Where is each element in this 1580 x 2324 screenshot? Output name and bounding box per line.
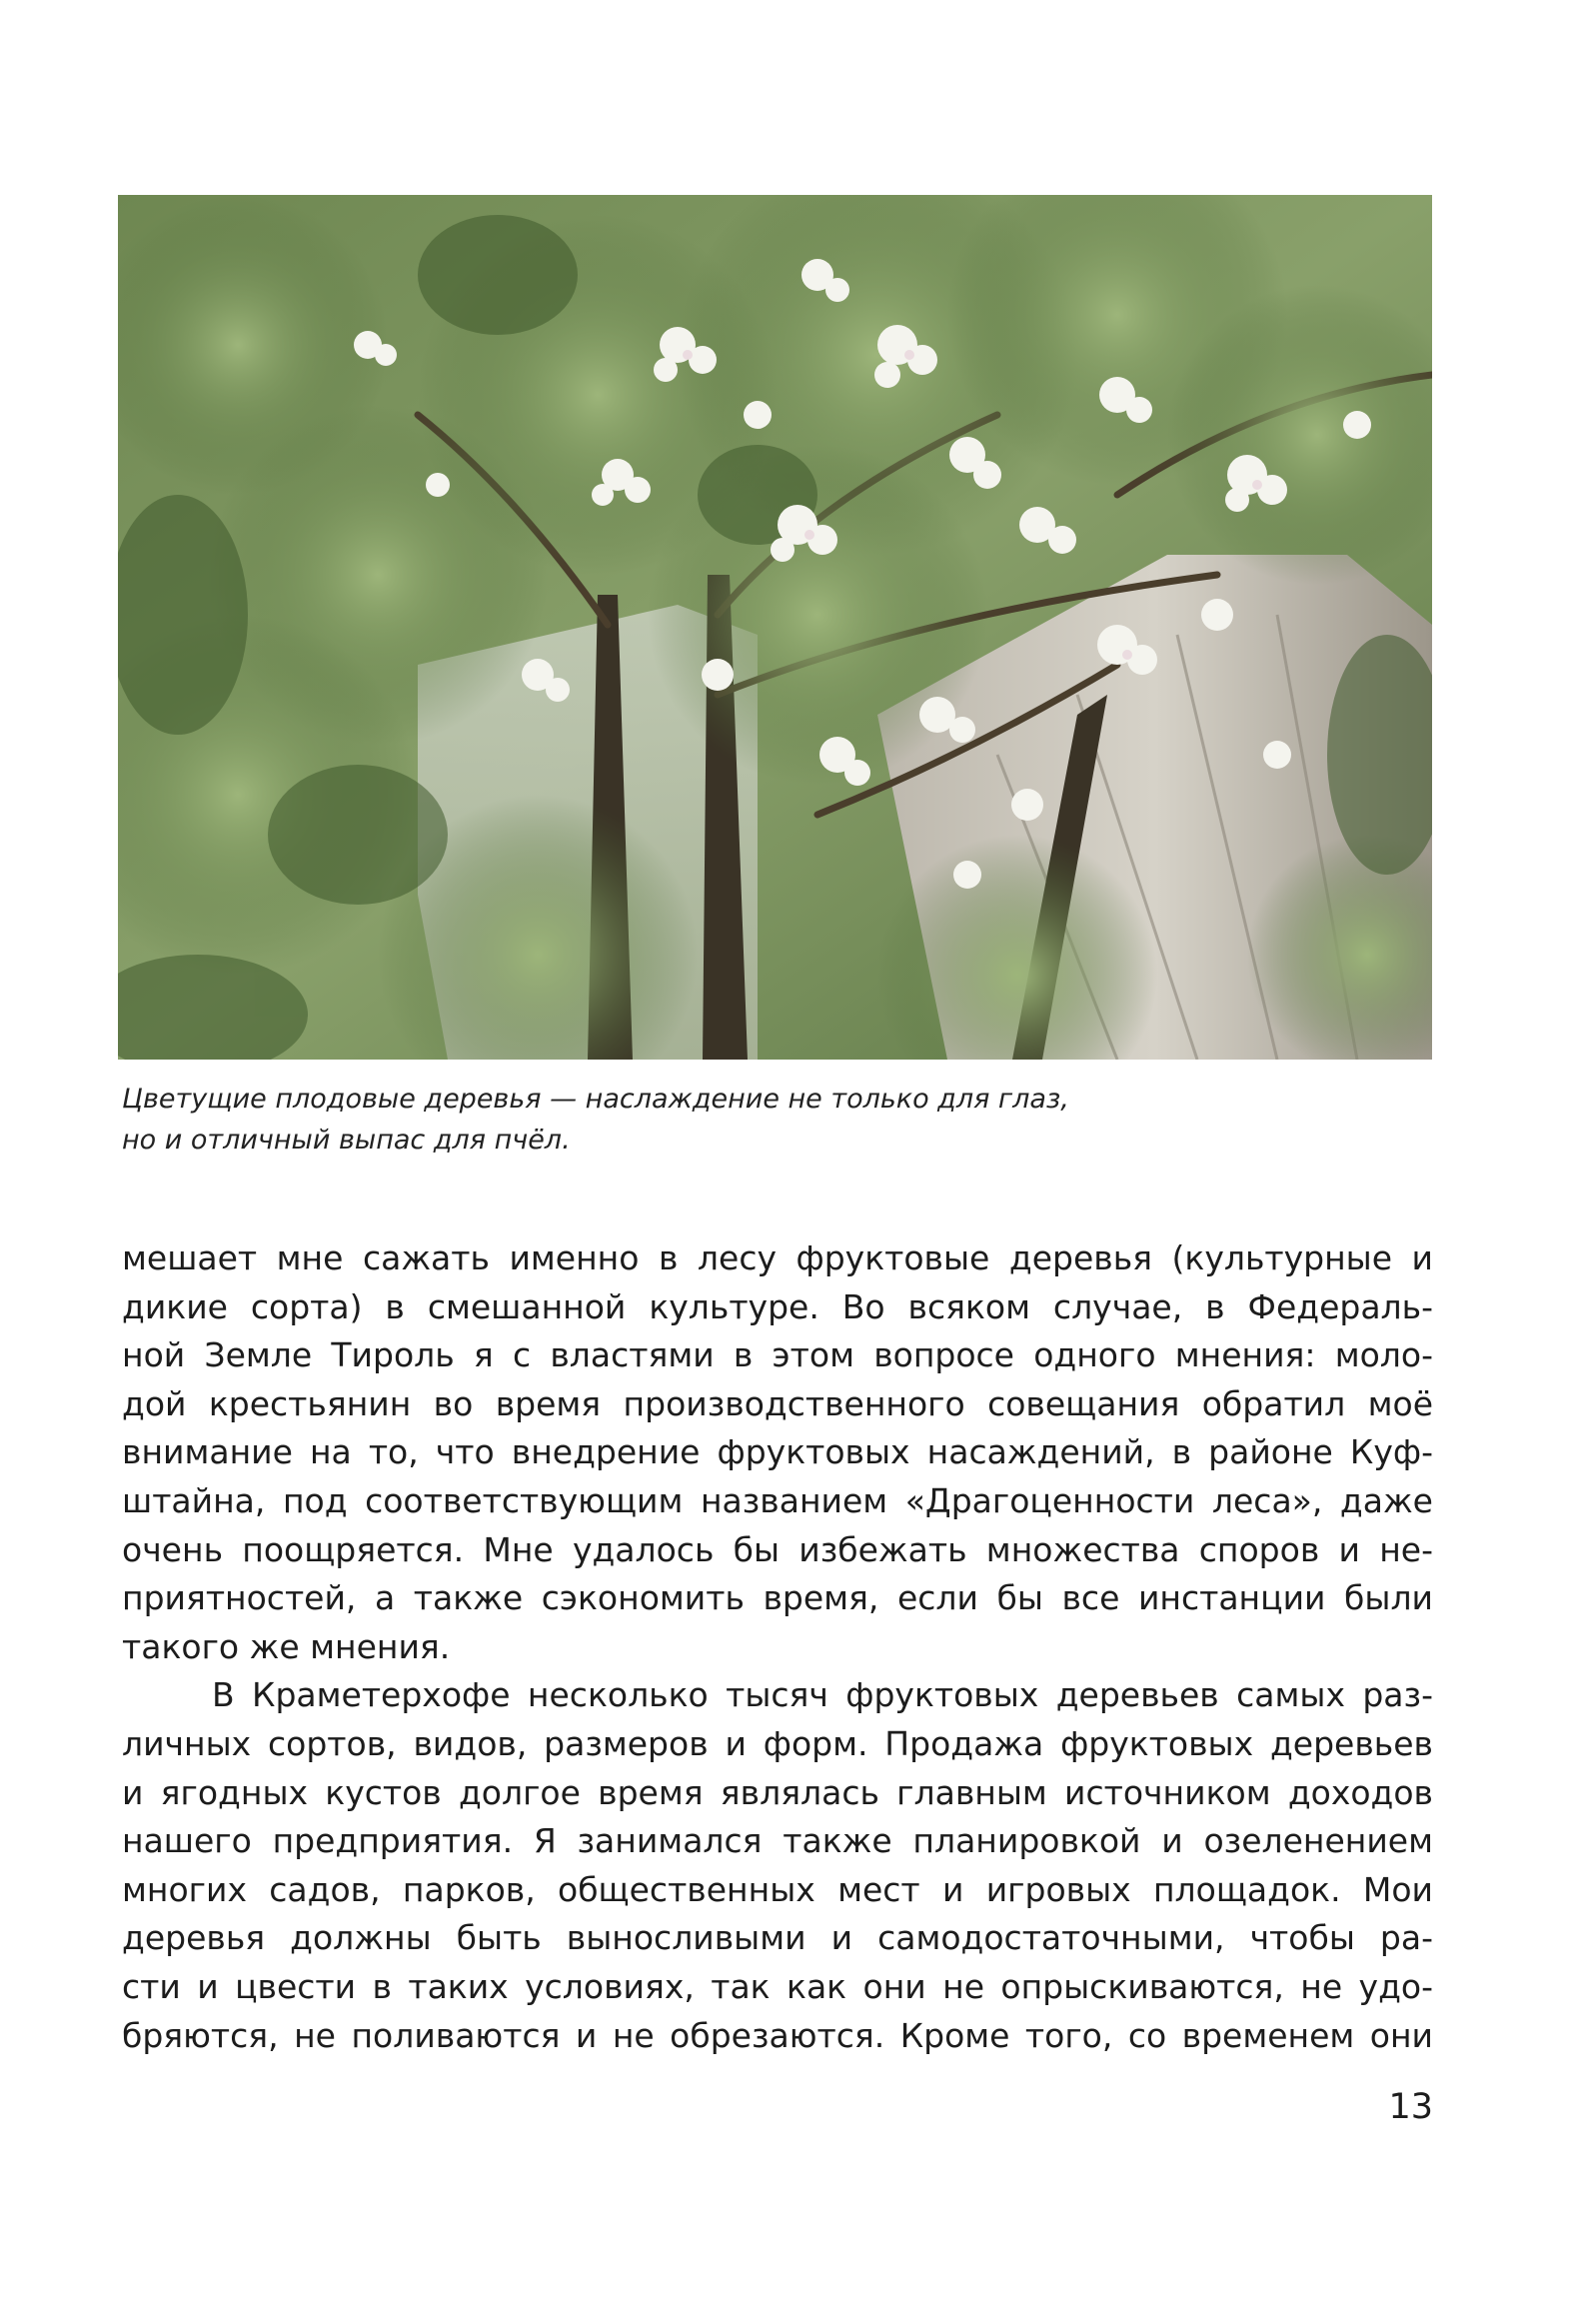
text-line: дикие сорта) в смешанной культуре. Во всяком случае, в Федераль- (122, 1286, 1433, 1326)
paragraph-1 (122, 1234, 1433, 1671)
text-line: многих садов, парков, общественных мест и игровых площадок. Мои (122, 1869, 1433, 1909)
text-line: такого же мнения. (122, 1626, 451, 1666)
text-line: личных сортов, видов, размеров и форм. Продажа фруктовых деревьев (122, 1723, 1433, 1763)
text-line: очень поощряется. Мне удалось бы избежать множества споров и не- (122, 1529, 1433, 1569)
main-text (122, 1234, 1433, 2060)
text-line: ной Земле Тироль я с властями в этом вопросе одного мнения: моло- (122, 1335, 1433, 1375)
flowering-tree-photo (118, 195, 1432, 1060)
caption-line-1: Цветущие плодовые деревья — наслаждение не только для глаз, (122, 1084, 1069, 1115)
text-line: и ягодных кустов долгое время являлась главным источником доходов (122, 1772, 1433, 1812)
photo-illustration (118, 195, 1432, 1060)
text-line: нашего предприятия. Я занимался также планировкой и озеленением (122, 1821, 1433, 1861)
text-line: бряются, не поливаются и не обрезаются. Кроме того, со временем они (122, 2015, 1433, 2055)
text-line: внимание на то, что внедрение фруктовых насаждений, в районе Куф- (122, 1432, 1433, 1472)
text-line: дой крестьянин во время производственного совещания обратил моё (122, 1383, 1433, 1423)
photo-caption (122, 1079, 1321, 1161)
text-line: штайна, под соответствующим названием «Драгоценности леса», даже (122, 1480, 1433, 1520)
text-line: сти и цвести в таких условиях, так как они не опрыскиваются, не удо- (122, 1966, 1433, 2006)
text-line: мешает мне сажать именно в лесу фруктовые деревья (культурные и (122, 1238, 1433, 1277)
text-line: деревья должны быть выносливыми и самодостаточными, чтобы ра- (122, 1918, 1433, 1958)
text-line: приятностей, а также сэкономить время, если бы все инстанции были (122, 1578, 1433, 1618)
caption-line-2: но и отличный выпас для пчёл. (122, 1125, 571, 1156)
paragraph-2 (122, 1671, 1433, 2060)
text-line: В Краметерхофе несколько тысяч фруктовых деревьев самых раз- (212, 1675, 1433, 1715)
page-number: 13 (1388, 2087, 1433, 2127)
